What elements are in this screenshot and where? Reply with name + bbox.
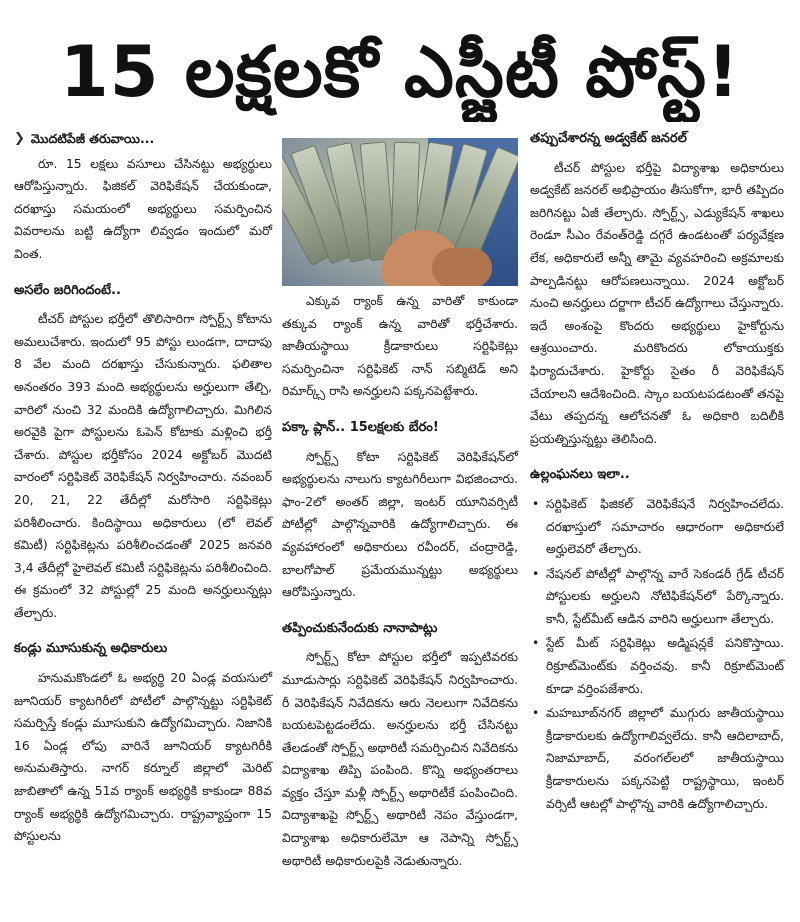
section-paragraph-advocate: టీచర్ పోస్టుల భర్తీపై విద్యాశాఖ అధికారులు అడ్వకేట్ జనరల్ అభిప్రాయం తీసుకోగా, భారీ తప్పిదం జరిగినట్టు ఏజీ తేల్చారు. స్పోర్ట్స్, ఎడ్యుకేషన్ శాఖలు రెండూ సీఎం రేవంత్‌రెడ్డి దగ్గరే ఉండటంతో పర్యవేక్షణ లేక, అధికారులే అన్నీ తామై వ్యవహరించి అక్రమాలకు పాల్పడినట్టు ఆరోపణలున్నాయి. 2024 అక్టోబర్ నుంచి అనర్హులు దర్జాగా టీచర్ ఉద్యోగాలు చేస్తున్నారు. ఇదే అంశంపై కొందరు అభ్యర్థులు హైకోర్టును ఆశ్రయించారు. మరికొందరు లోకాయుక్తకు ఫిర్యాదుచేశారు. హైకోర్టు సైతం రీ వెరిఫికేషన్ చేయాలని ఆదేశించింది. స్కాం బయటపడటంతో తనపై వేటు తప్పదన్న ఆలోచనతో ఓ అధికారి బదిలీకి ప్రయత్నిస్తున్నట్టు తెలిసింది. [530, 160, 784, 446]
list-item: • మహబూబ్‌నగర్ జిల్లాలో ముగ్గురు జాతీయస్థాయి క్రీడాకారులకు ఉద్యోగాలివ్వలేదు. కానీ ఆదిలాబాద్, నిజామాబాద్, వరంగల్‌లలో జాతీయస్థాయి క్రీడాకారులను పక్కనపెట్టి రాష్ట్రస్థాయి, ఇంటర్ వర్సిటీ ఆటల్లో పాల్గొన్న వారికి ఉద్యోగాలిచ్చారు. [530, 702, 784, 815]
list-item: • సర్టిఫికెట్ ఫిజికల్ వెరిఫికేషనే నిర్వహించలేదు. దరఖాస్తులో సమాచారం ఆధారంగా అధికారులే అర్హులెవరో తేల్చారు. [530, 493, 784, 561]
section-heading-asalem: అసలేం జరిగిందంటే.. [14, 282, 121, 298]
section-heading-violations: ఉల్లంఘనలు ఇలా.. [530, 467, 630, 483]
bullet-icon: • [532, 706, 540, 721]
continuation-kicker [14, 128, 272, 151]
section-paragraph-asalem: టీచర్ పోస్టుల భర్తీలో తొలిసారిగా స్పోర్ట్స్ కోటాను అమలుచేశారు. ఇందులో 95 పోస్టు లుండగా, దాదాపు 8 వేల మంది దరఖాస్తు చేసుకున్నారు. ఫలితాల అనంతరం 393 మంది అభ్యర్థులను అర్హులుగా తేల్చి, వారిలో నుంచి 32 మందికి ఉద్యోగాలిచ్చారు. మిగిలిన అరవైకి పైగా పోస్టులను ఓపెన్ కోటాకు మళ్లించి భర్తీ చేశారు. పోస్టుల భర్తీకోసం 2024 అక్టోబర్ మొదటి వారంలో సర్టిఫికెట్ వెరిఫికేషన్ నిర్వహించారు. నవంబర్ 20, 21, 22 తేదీల్లో మరోసారి సర్టిఫికెట్లు పరిశీలించారు. కిందిస్థాయి అధికారులు (లో లెవల్ కమిటీ) సర్టిఫికెట్లను పరిశీలించడంతో 2025 జనవరి 3,4 తేదీల్లో హైలెవల్ కమిటీ సర్టిఫికెట్లను పరిశీలించింది. ఈ క్రమంలో 32 పోస్టుల్లో 25 మంది అనర్హులున్నట్లు తేల్చారు. [14, 312, 272, 620]
intro-paragraph: రూ. 15 లక్షలు వసూలు చేసినట్టు అభ్యర్థులు ఆరోపిస్తున్నారు. ఫిజికల్ వెరిఫికేషన్ చేయకుండా, దరఖాస్తు సమయంలో అభ్యర్థులు సమర్పించిన వివరాలను బట్టి ఉద్యోగా లివ్వడం ఇందులో మరో వింత. [14, 156, 272, 261]
section-paragraph-officials: హనుమకొండలో ఓ అభ్యర్థి 20 ఏండ్ల వయసులో జూనియర్ క్యాటగిరీలో పోటీలో పాల్గొన్నట్టు సర్టిఫికెట్ సమర్పిస్తే కండ్లు మూసుకుని ఉద్యోగమిచ్చారు. నిజానికి 16 ఏండ్ల లోపు వారినే జూనియర్ క్యాటగిరీకి అనుమతిస్తారు. నాగర్ కర్నూల్ జిల్లాలో మెరిట్ జాబితాలో ఉన్న 51వ ర్యాంక్ అభ్యర్థికి కాకుండా 88వ ర్యాంక్ అభ్యర్థికి ఉద్యోగమిచ్చారు. రాష్ట్రవ్యాప్తంగా 15 పోస్టులను [14, 671, 272, 844]
violations-list [530, 493, 784, 815]
list-item: • నేషనల్ పోటీల్లో పాల్గొన్న వారే సెకండరీ గ్రేడ్ టీచర్ పోస్టులకు అర్హులని నోటిఫికేషన్‌లో పేర్కొన్నారు. కానీ, స్టేట్‌మీట్ ఆడిన వారిని అర్హులుగా తేల్చారు. [530, 563, 784, 631]
column-3 [530, 128, 784, 817]
section-paragraph-escape: స్పోర్ట్స్ కోటా పోస్టుల భర్తీలో ఇప్పటివరకు మూడుసార్లు సర్టిఫికెట్ వెరిఫికేషన్ నిర్వహించారు. రీ వెరిఫికేషన్ నివేదికను ఆరు నెలలుగా నివేదికను బయటపెట్టడంలేదు. అనర్హులను భర్తీ చేసినట్టు తేలడంతో స్పోర్ట్స్ అథారిటీ సమర్పించిన నివేదికను విద్యాశాఖ తిప్పి పంపింది. కొన్ని అభ్యంతరాలు వ్యక్తం చేస్తూ మళ్లీ స్పోర్ట్స్ అథారిటీకే పంపించింది. విద్యాశాఖపై స్పోర్ట్స్ అథారిటీ నెపం వేస్తుండగా, విద్యాశాఖ అధికారులేమో ఆ నెపాన్ని స్పోర్ట్స్ అథారిటీ అధికారులపైకి నెడుతున్నారు. [282, 650, 518, 868]
bullet-icon: • [532, 566, 540, 581]
column-1 [14, 128, 272, 848]
bullet-icon: • [532, 496, 540, 511]
list-item: • స్టేట్ మీట్ సర్టిఫికెట్లు అడ్మిషన్లకే పనికొస్తాయి. రిక్రూట్‌మెంట్‌కు వర్తించవు. కానీ రిక్రూట్‌మెంట్ కూడా వర్తింపజేశారు. [530, 632, 784, 700]
section-heading-advocate: తప్పుచేశారన్న అడ్వకేట్ జనరల్ [530, 131, 687, 146]
section-heading-escape: తప్పించుకునేందుకు నానాపాట్లు [282, 620, 438, 636]
headline: 15 లక్షలకో ఎస్జీటీ పోస్ట్! [60, 31, 740, 113]
wrist-shape [432, 248, 492, 286]
chevron-right-icon: ❯ [14, 131, 25, 146]
section-heading-officials: కండ్లు మూసుకున్న అధికారులు [14, 641, 168, 657]
column-2 [282, 290, 518, 872]
section-paragraph-plan: స్పోర్ట్స్ కోటా సర్టిఫికెట్ వెరిఫికేషన్‌లో అభ్యర్థులను నాలుగు క్యాటగిరీలుగా విభజించారు. ఫాం-2లో అంతర్ జిల్లా, ఇంటర్ యూనివర్సిటీ పోటీల్లో పాల్గొన్నవారికి ఉద్యోగాలిచ్చారు. ఈ వ్యవహారంలో అధికారులు రవీందర్, చంద్రారెడ్డి, బాలగోపాల్ ప్రమేయమున్నట్టు అభ్యర్థులు ఆరోపిస్తున్నారు. [282, 449, 518, 600]
section-heading-plan: పక్కా ప్లాన్.. 15లక్షలకు బేరం! [282, 419, 439, 435]
currency-notes-photo [282, 138, 518, 286]
continued-paragraph: ఎక్కువ ర్యాంక్ ఉన్న వారితో కాకుండా తక్కువ ర్యాంక్ ఉన్న వారితో భర్తీచేశారు. జాతీయస్థాయి క్రీడాకారులు సర్టిఫికెట్లు సమర్పించినా సర్టిఫికెట్ నాన్ సబ్మిటెడ్ అని రిమార్క్స్ రాసి అనర్హులని పక్కనపెట్టేశారు. [282, 294, 518, 399]
kicker-text: మొదటిపేజీ తరువాయి... [30, 131, 155, 146]
bullet-icon: • [532, 636, 540, 651]
